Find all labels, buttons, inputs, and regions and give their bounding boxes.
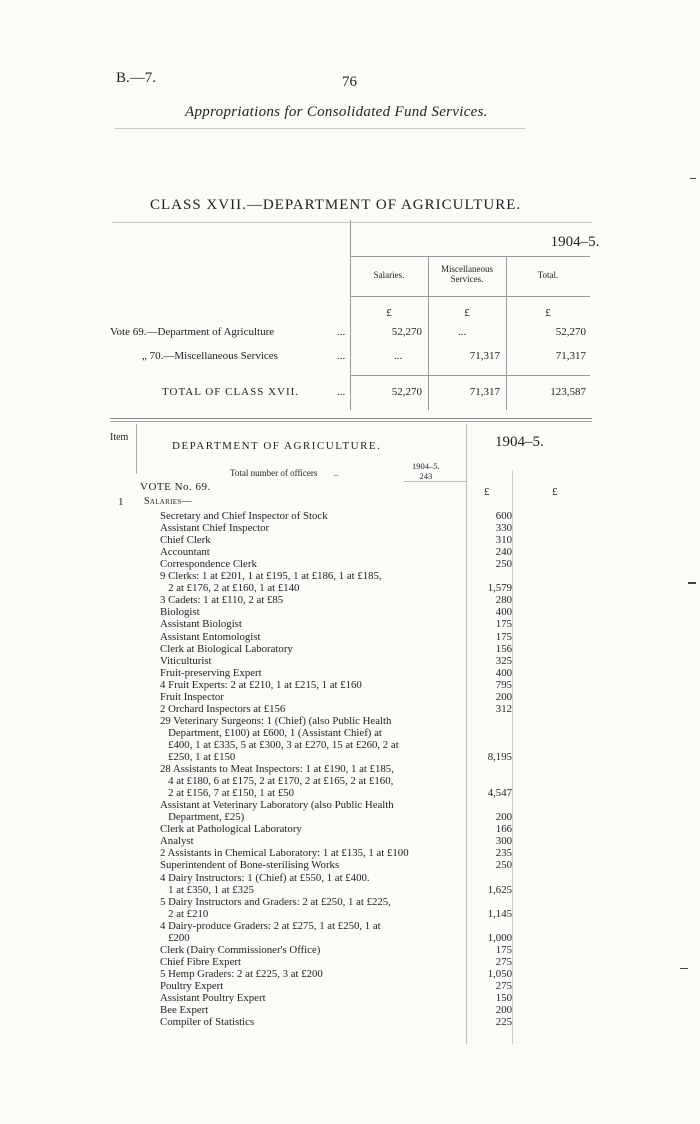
salary-line-text: 29 Veterinary Surgeons: 1 (Chief) (also Public Health (160, 715, 392, 727)
margin-mark (690, 178, 696, 179)
salary-amount: 175 (495, 944, 512, 956)
salary-line (160, 546, 460, 558)
salary-line (160, 908, 460, 920)
row-total: 123,587 (550, 386, 586, 398)
row-label: „ 70.—Miscellaneous Services (142, 350, 278, 362)
item-column-header: Item (110, 432, 129, 443)
salary-line-text: 4 Dairy-produce Graders: 2 at £275, 1 at £250, 1 at (160, 920, 381, 932)
salary-line (160, 558, 460, 570)
row-salaries: 52,270 (391, 326, 422, 338)
salary-line (160, 715, 460, 727)
salary-line (160, 510, 460, 522)
salary-line (160, 872, 460, 884)
salary-amount: 325 (495, 655, 512, 667)
salary-line (160, 896, 460, 908)
salary-amount: 225 (495, 1016, 512, 1028)
salary-amount: 1,000 (487, 932, 512, 944)
salary-line-text: Accountant (160, 546, 210, 558)
salary-line (160, 932, 460, 944)
salary-amount: 200 (495, 1004, 512, 1016)
salary-line (160, 643, 460, 655)
salary-line-text: 2 at £156, 7 at £150, 1 at £50 (160, 787, 295, 799)
salary-amount: 310 (495, 534, 512, 546)
summary-table (110, 220, 600, 410)
salary-amount: 200 (495, 691, 512, 703)
salary-line-text: Superintendent of Bone-sterilising Works (160, 859, 340, 871)
divider (110, 418, 592, 419)
salaries-heading: Salaries— (144, 496, 192, 507)
margin-mark (680, 968, 688, 969)
rule (466, 424, 467, 1044)
row-misc: 71,317 (469, 386, 500, 398)
row-total: 71,317 (555, 350, 586, 362)
page-number: 76 (342, 74, 357, 90)
salary-line (160, 859, 460, 871)
salary-line (160, 775, 460, 787)
rule (512, 470, 513, 1044)
salary-line-text: Fruit Inspector (160, 691, 224, 703)
salary-line (160, 522, 460, 534)
vote-number: VOTE No. 69. (140, 481, 211, 493)
salary-line-text: Analyst (160, 835, 194, 847)
salary-line (160, 751, 460, 763)
col-header-misc: Miscellaneous Services. (441, 264, 493, 284)
salary-line-text: 2 at £176, 2 at £160, 1 at £140 (160, 582, 300, 594)
row-label: Vote 69.—Department of Agriculture (110, 326, 275, 338)
salary-line (160, 1016, 460, 1028)
salary-amount: 312 (495, 703, 512, 715)
salary-line (160, 799, 460, 811)
salary-line (160, 703, 460, 715)
salary-line-text: 4 Dairy Instructors: 1 (Chief) at £550, 1 at £400. (160, 872, 370, 884)
salary-amount: 300 (495, 835, 512, 847)
summary-year: 1904–5. (550, 234, 600, 250)
salary-line-text: Viticulturist (160, 655, 212, 667)
row-total: 52,270 (555, 326, 586, 338)
salary-line (160, 655, 460, 667)
salary-amount: 795 (495, 679, 512, 691)
salary-line (160, 811, 460, 823)
salary-amount: 175 (495, 631, 512, 643)
salary-line-text: Biologist (160, 606, 200, 618)
salary-line-text: £250, 1 at £150 (160, 751, 236, 763)
salary-line-text: Bee Expert (160, 1004, 209, 1016)
salary-amount: 400 (495, 606, 512, 618)
salary-line-text: Clerk at Biological Laboratory (160, 643, 293, 655)
salary-line (160, 606, 460, 618)
officers-label: Total number of officers .. (230, 468, 339, 478)
summary-row (110, 350, 590, 366)
salary-line (160, 618, 460, 630)
salary-amount: 330 (495, 522, 512, 534)
salary-line (160, 920, 460, 932)
salary-line-text: 2 Assistants in Chemical Laboratory: 1 at £135, 1 at £100 (160, 847, 409, 859)
salary-amount: 175 (495, 618, 512, 630)
summary-row (110, 326, 590, 342)
salary-line (160, 763, 460, 775)
salary-line-text: Assistant Biologist (160, 618, 242, 630)
item-number: 1 (118, 496, 124, 508)
salary-amount: 275 (495, 980, 512, 992)
salary-line (160, 582, 460, 594)
detail-year: 1904–5. (495, 434, 544, 450)
salary-line-text: £200 (160, 932, 190, 944)
salary-line-text: 4 at £180, 6 at £175, 2 at £170, 2 at £165, 2 at £160, (160, 775, 394, 787)
salary-line-text: 2 Orchard Inspectors at £156 (160, 703, 286, 715)
divider (110, 421, 592, 422)
salary-line-text: Assistant Poultry Expert (160, 992, 266, 1004)
summary-total-row (110, 386, 590, 402)
salary-amount: 1,145 (487, 908, 512, 920)
salary-line-text: 2 at £210 (160, 908, 209, 920)
salary-amount: 240 (495, 546, 512, 558)
rule (350, 296, 590, 297)
salary-line-text: Chief Fibre Expert (160, 956, 241, 968)
salary-amount: 280 (495, 594, 512, 606)
salary-line (160, 594, 460, 606)
salary-line (160, 667, 460, 679)
salary-amount: 8,195 (487, 751, 512, 763)
salary-line-text: 5 Hemp Graders: 2 at £225, 3 at £200 (160, 968, 323, 980)
salary-amount: 156 (495, 643, 512, 655)
salary-amount: 250 (495, 859, 512, 871)
salary-line-text: Assistant Entomologist (160, 631, 261, 643)
salary-amount: 4,547 (487, 787, 512, 799)
salary-amount: 1,579 (487, 582, 512, 594)
salary-amount: 150 (495, 992, 512, 1004)
currency-label: £ (464, 307, 470, 319)
salary-line (160, 968, 460, 980)
rule (404, 481, 466, 482)
row-misc: 71,317 (469, 350, 500, 362)
currency-label: £ (552, 486, 558, 498)
row-dots: ... (337, 326, 346, 338)
salary-amount: 1,050 (487, 968, 512, 980)
salary-line (160, 631, 460, 643)
salary-line (160, 679, 460, 691)
salary-line (160, 835, 460, 847)
salary-line (160, 992, 460, 1004)
row-label: TOTAL OF CLASS XVII. (162, 386, 300, 398)
salary-line-text: Department, £25) (160, 811, 245, 823)
currency-label: £ (386, 307, 392, 319)
salary-line (160, 739, 460, 751)
salary-amount: 275 (495, 956, 512, 968)
salary-line (160, 980, 460, 992)
salary-amount: 200 (495, 811, 512, 823)
salary-line-text: Fruit-preserving Expert (160, 667, 262, 679)
salary-line-text: Assistant Chief Inspector (160, 522, 270, 534)
row-dots: ... (337, 350, 346, 362)
row-dots: ... (337, 386, 346, 398)
col-header-total: Total. (537, 270, 559, 280)
salary-line (160, 944, 460, 956)
salary-amount: 250 (495, 558, 512, 570)
salary-amount: 166 (495, 823, 512, 835)
salary-line-text: Clerk at Pathological Laboratory (160, 823, 302, 835)
salary-line-text: Department, £100) at £600, 1 (Assistant Chief) at (160, 727, 382, 739)
rule (350, 256, 590, 257)
salary-amount: 400 (495, 667, 512, 679)
department-title: DEPARTMENT OF AGRICULTURE. (172, 440, 382, 452)
divider (115, 128, 525, 129)
officers-count: 1904–5. 243 (412, 461, 440, 481)
rule (136, 424, 137, 474)
salary-line (160, 570, 460, 582)
salary-line-text: £400, 1 at £335, 5 at £300, 3 at £270, 15 at £260, 2 at (160, 739, 399, 751)
salary-line-text: Chief Clerk (160, 534, 211, 546)
salary-line-text: 5 Dairy Instructors and Graders: 2 at £250, 1 at £225, (160, 896, 391, 908)
salary-line (160, 1004, 460, 1016)
salary-line-text: Poultry Expert (160, 980, 224, 992)
col-header-salaries: Salaries. (373, 270, 405, 280)
rule (350, 375, 590, 376)
salary-line (160, 727, 460, 739)
row-salaries: ... (394, 350, 403, 362)
salary-line (160, 884, 460, 896)
salary-line-text: Compiler of Statistics (160, 1016, 255, 1028)
salary-line-text: Clerk (Dairy Commissioner's Office) (160, 944, 321, 956)
margin-mark (688, 582, 696, 584)
salary-line-text: 3 Cadets: 1 at £110, 2 at £85 (160, 594, 284, 606)
salary-line-text: Correspondence Clerk (160, 558, 257, 570)
class-title: CLASS XVII.—DEPARTMENT OF AGRICULTURE. (150, 197, 522, 213)
salary-line-text: 1 at £350, 1 at £325 (160, 884, 254, 896)
currency-label: £ (484, 486, 490, 498)
salary-amount: 235 (495, 847, 512, 859)
salary-line (160, 534, 460, 546)
currency-label: £ (545, 307, 551, 319)
salary-line-text: 4 Fruit Experts: 2 at £210, 1 at £215, 1 at £160 (160, 679, 362, 691)
salary-amount: 600 (495, 510, 512, 522)
salary-line-text: 9 Clerks: 1 at £201, 1 at £195, 1 at £186, 1 at £185, (160, 570, 382, 582)
salary-line (160, 823, 460, 835)
salary-line-text: Assistant at Veterinary Laboratory (also Public Health (160, 799, 394, 811)
salary-line (160, 847, 460, 859)
salary-line-text: 28 Assistants to Meat Inspectors: 1 at £190, 1 at £185, (160, 763, 394, 775)
row-misc: ... (458, 326, 467, 338)
salary-amount: 1,625 (487, 884, 512, 896)
salary-line (160, 691, 460, 703)
salary-line (160, 787, 460, 799)
salary-line-text: Secretary and Chief Inspector of Stock (160, 510, 328, 522)
document-reference: B.—7. (116, 70, 157, 86)
row-salaries: 52,270 (391, 386, 422, 398)
salary-line (160, 956, 460, 968)
page-subtitle: Appropriations for Consolidated Fund Services. (185, 104, 488, 120)
